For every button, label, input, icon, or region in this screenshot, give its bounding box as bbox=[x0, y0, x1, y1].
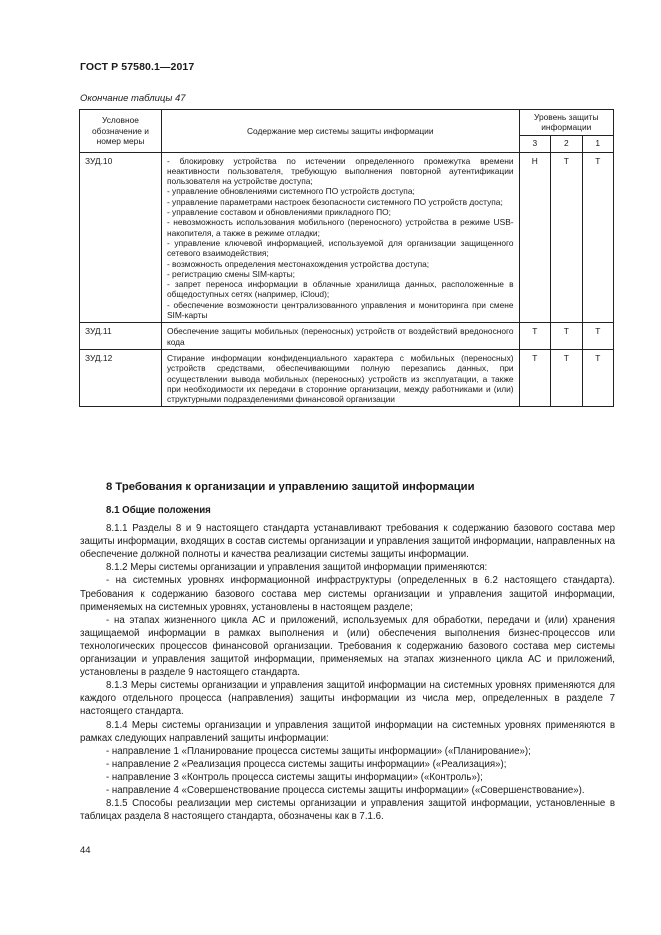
level-1-value: Т bbox=[582, 323, 614, 350]
measure-code: ЗУД.11 bbox=[80, 323, 162, 350]
level-1-value: Т bbox=[582, 152, 614, 323]
content-line: - управление составом и обновлениями прикладного ПО; bbox=[166, 207, 392, 218]
paragraph: - на системных уровнях информационной инфраструктуры (определенных в 6.2 настоящего стандарта). Требования к содержанию базового состава мер системы организации и управления защитой информации, применяемых на системных уровнях, установлены в настоящем разделе; bbox=[80, 575, 615, 613]
subsection-heading: 8.1 Общие положения bbox=[106, 505, 211, 516]
measure-content bbox=[161, 152, 519, 323]
measure-code: ЗУД.10 bbox=[80, 152, 162, 323]
paragraph: - направление 2 «Реализация процесса системы защиты информации» («Реализация»); bbox=[106, 758, 507, 770]
table-row bbox=[80, 323, 614, 350]
table-caption: Окончание таблицы 47 bbox=[80, 93, 186, 104]
paragraph: 8.1.1 Разделы 8 и 9 настоящего стандарта устанавливают требования к содержанию базового состава мер защиты информации, входящих в состав системы организации и управления защитой информации, направленных на обеспечение должной полноты и качества реализации системы защиты информации. bbox=[80, 523, 615, 561]
section-body bbox=[80, 480, 615, 823]
paragraph: - направление 4 «Совершенствование процесса системы защиты информации» («Совершенствование»). bbox=[106, 784, 585, 796]
measures-table bbox=[79, 109, 614, 407]
content-line: - запрет переноса информации в облачные хранилища данных, расположенные в общедоступных сетях (например, iCloud); bbox=[166, 279, 514, 300]
content-line: - невозможность использования мобильного (переносного) устройства в режиме USB-накопителя, а также в режиме отладки; bbox=[166, 217, 514, 238]
level-3-value: Н bbox=[519, 152, 550, 323]
page-number: 44 bbox=[80, 845, 91, 856]
paragraph: 8.1.3 Меры системы организации и управления защитой информации на системных уровнях применяются для каждого отдельного процесса (направления) защиты информации из числа мер, определенных в разделе 7 настоящего стандарта. bbox=[80, 680, 615, 718]
paragraph: - направление 3 «Контроль процесса системы защиты информации» («Контроль»); bbox=[106, 771, 483, 783]
level-3-value: Т bbox=[519, 349, 550, 406]
level-1-value: Т bbox=[582, 349, 614, 406]
paragraph: 8.1.5 Способы реализации мер системы организации и управления защитой информации, установленные в таблицах раздела 8 настоящего стандарта, обозначены как в 7.1.6. bbox=[80, 798, 615, 823]
measure-content bbox=[161, 349, 519, 406]
content-line: - возможность определения местонахождения устройства доступа; bbox=[166, 258, 430, 269]
content-line: Обеспечение защиты мобильных (переносных) устройств от воздействий вредоносного кода bbox=[166, 326, 514, 347]
table-row bbox=[80, 152, 614, 323]
col-header-code: Условное обозначение и номер меры bbox=[80, 110, 162, 153]
standard-header: ГОСТ Р 57580.1—2017 bbox=[80, 61, 195, 73]
col-header-content: Содержание мер системы защиты информации bbox=[161, 110, 519, 153]
content-line: - управление обновлениями системного ПО устройств доступа; bbox=[166, 186, 415, 197]
paragraph: 8.1.2 Меры системы организации и управления защитой информации применяются: bbox=[106, 562, 488, 574]
section-heading: 8 Требования к организации и управлению защитой информации bbox=[106, 481, 475, 493]
level-2-value: Т bbox=[551, 349, 582, 406]
content-line: - управление параметрами настроек безопасности системного ПО устройств доступа; bbox=[166, 196, 503, 207]
paragraph: - направление 1 «Планирование процесса системы защиты информации» («Планирование»); bbox=[106, 745, 531, 757]
col-header-level: Уровень защиты информации bbox=[519, 110, 613, 136]
content-line: - обеспечение возможности централизованного управления и мониторинга при смене SIM-карты bbox=[166, 299, 514, 321]
level-2-value: Т bbox=[551, 152, 582, 323]
measure-content bbox=[161, 323, 519, 350]
table-row bbox=[80, 349, 614, 406]
content-line: - блокировку устройства по истечении определенного промежутка времени неактивности пользователя, требующую выполнения повторной аутентификации пользователя на устройстве доступа; bbox=[166, 155, 514, 187]
measure-code: ЗУД.12 bbox=[80, 349, 162, 406]
paragraph: 8.1.4 Меры системы организации и управления защитой информации на системных уровнях применяются в рамках следующих направлений защиты информации: bbox=[80, 719, 615, 744]
level-3-header: 3 bbox=[519, 135, 550, 152]
level-2-value: Т bbox=[551, 323, 582, 350]
content-line: - регистрацию смены SIM-карты; bbox=[166, 268, 295, 279]
paragraph: - на этапах жизненного цикла АС и приложений, используемых для обработки, передачи и (или) хранения защищаемой информации в рамках выполнения и (или) обеспечения выполнения бизнес-процессов или технологических процессов финансовой организации. Требования к содержанию базового состава мер системы организации и управления защитой информации, применяемых на этапах жизненного цикла АС и приложений, установлены в разделе 9 настоящего стандарта. bbox=[80, 614, 615, 679]
level-3-value: Т bbox=[519, 323, 550, 350]
level-1-header: 1 bbox=[582, 135, 614, 152]
content-line: Стирание информации конфиденциального характера с мобильных (переносных) устройств средствами, обеспечивающими полную перезапись данных, при осуществлении вывода мобильных (переносных) устройств из эксплуатации, а также при необходимости их передачи в сторонние организации, между работниками и (или) структурными подразделениями финансовой организации bbox=[166, 352, 514, 405]
level-2-header: 2 bbox=[551, 135, 582, 152]
content-line: - управление ключевой информацией, используемой для организации защищенного сетевого взаимодействия; bbox=[166, 237, 514, 259]
